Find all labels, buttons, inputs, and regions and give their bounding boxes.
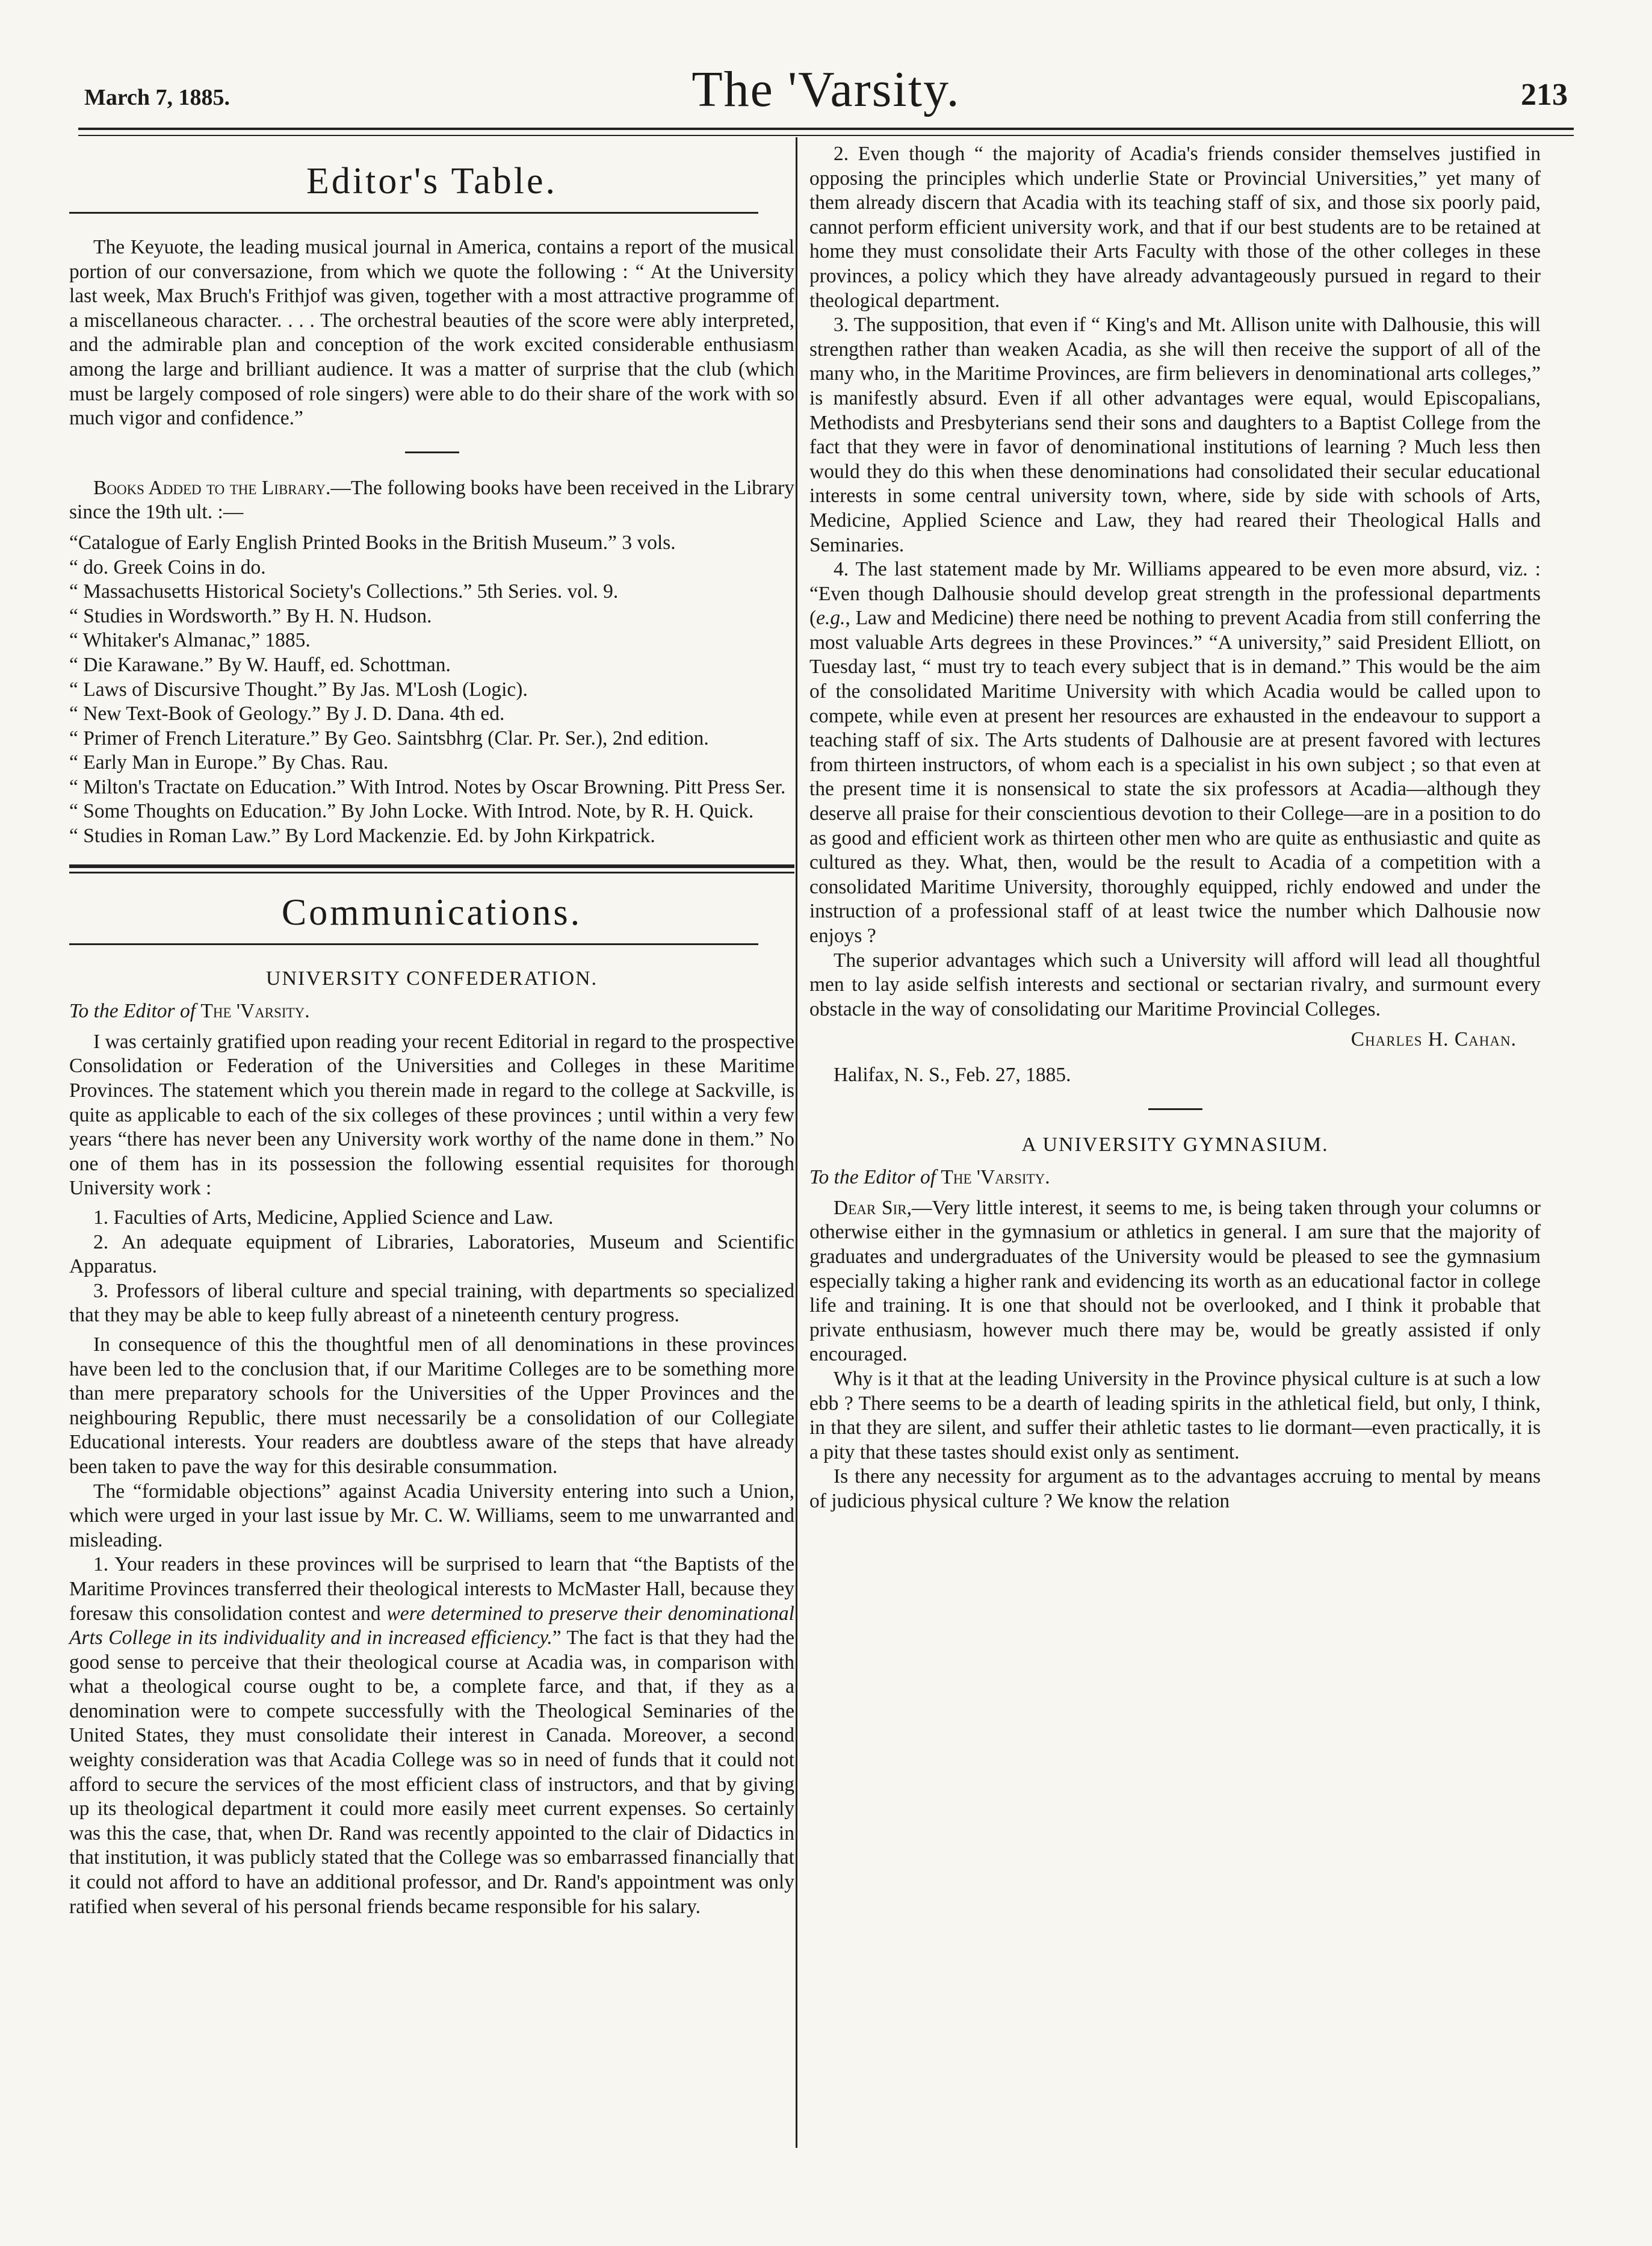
to-editor-text: To the Editor of: [809, 1166, 936, 1189]
books-intro: [69, 476, 794, 525]
place-date: Halifax, N. S., Feb. 27, 1885.: [834, 1063, 1071, 1086]
books-intro-text: —The following books have been received in the Library since the 19th ult. :—: [69, 476, 794, 524]
article-paragraph: 3. The supposition, that even if “ King's and Mt. Allison unite with Dalhousie, this will strengthen rather than weaken Acadia, as she will then receive the support of all of the many who, in the Maritime Provinces, are firm believers in denominational arts colleges,” is manifestly absurd. Even if all other advantages were equal, would Episcopalians, Methodists and Presbyterians send their sons and daughters to a Baptist College from the fact that they were in favor of denominational institutions of learning ? Much less then would they do this when these denominations had consolidated their secular educational interests in some central university town, where, side by side with schools of Arts, Medicine, Applied Science and Law, they had reared their Theological Halls and Seminaries.: [809, 314, 1541, 556]
book-item: “ Massachusetts Historical Society's Collections.” 5th Series. vol. 9.: [69, 580, 619, 603]
article-paragraph: Why is it that at the leading University in the Province physical culture is at such a low ebb ? There seems to be a dearth of leading spirits in the athletical field, but only, I think, in that they are silent, and suffer their athletic tastes to lie dormant—even practically, it is a pity that these tastes should exist only as sentiment.: [809, 1367, 1541, 1463]
book-item: “ Studies in Wordsworth.” By H. N. Hudson.: [69, 604, 432, 627]
author-signature: Charles H. Cahan.: [1350, 1028, 1517, 1051]
book-item: “ Studies in Roman Law.” By Lord Mackenzie. Ed. by John Kirkpatrick.: [69, 825, 655, 848]
book-item: “ Primer of French Literature.” By Geo. Saintsbhrg (Clar. Pr. Ser.), 2nd edition.: [69, 727, 709, 749]
article-paragraph: The superior advantages which such a University will afford will lead all thoughtful men to lay aside selfish interests and sectional or sectarian rivalry, and surmount every obstacle in the way of consolidating our Maritime Provincial Colleges.: [809, 949, 1541, 1020]
keynote-paragraph: The Keyuote, the leading musical journal in America, contains a report of the musical portion of our conversazione, from which we quote the following : “ At the University last week, Max Bruch's Frithjof was given, together with a most attractive programme of a miscellaneous character. . . . The orchestral beauties of the score were ably interpreted, and the admirable plan and conception of the work excited considerable enthusiasm among the large and brilliant audience. It was a matter of surprise that the club (which must be largely composed of role singers) were able to do their share of the work with so much vigor and confidence.”: [69, 236, 794, 430]
text-run: ” The fact is that they had the good sense to perceive that their theological course at Acadia was, in comparison with what a theological course ought to be, a complete farce, and that, if they as a denomination were to compete successfully with the Theological Seminaries of the United States, they must consolidate their interest in Canada. Moreover, a second weighty consideration was that Acadia College was so in need of funds that it could not afford to secure the services of the most efficient class of instructors, and that by giving up its theological department it could more easily meet current expenses. So certainly was this the case, that, when Dr. Rand was recently appointed to the clair of Didactics in that institution, it was publicly stated that the College was so embarrassed financially that it could not afford to have an additional professor, and Dr. Rand's appointment was only ratified when several of his personal friends became responsible for his salary.: [69, 1627, 794, 1918]
article-paragraph: 2. Even though “ the majority of Acadia's friends consider themselves justified in opposing the principles which underlie State or Provincial Universities,” yet many of them already discern that Acadia with its teaching staff of six, and those six poorly paid, cannot perform efficient university work, and that if our best students are to be retained at home they must consolidate their Arts Faculty with those of the other colleges in these provinces, a policy which they have already advantageously pursued in regard to their theological department.: [809, 143, 1541, 312]
requisite-item: 2. An adequate equipment of Libraries, Laboratories, Museum and Scientific Apparatus.: [69, 1230, 794, 1278]
to-editor-line: [69, 999, 794, 1024]
requisites-list: [69, 1206, 794, 1328]
book-item: “ Laws of Discursive Thought.” By Jas. M'Losh (Logic).: [69, 678, 528, 701]
newspaper-title: The 'Varsity.: [691, 61, 961, 117]
book-item: “Catalogue of Early English Printed Books in the British Museum.” 3 vols.: [69, 531, 676, 554]
issue-date: March 7, 1885.: [84, 85, 230, 110]
editors-table-heading: Editor's Table.: [306, 161, 557, 202]
article-paragraph: Is there any necessity for argument as to the advantages accruing to mental by means of judicious physical culture ? We know the relation: [809, 1465, 1541, 1512]
heading-rule: [69, 943, 758, 945]
book-item: “ Die Karawane.” By W. Hauff, ed. Schottman.: [69, 653, 451, 676]
text-run: 1. Your readers in these provinces will be surprised to learn that “the Baptists of the Maritime Provinces transferred their theological interests to McMaster Hall, because they foresaw this consolidation contest and: [69, 1553, 794, 1625]
article-paragraph: [809, 557, 1541, 949]
article-title-gymnasium: A UNIVERSITY GYMNASIUM.: [1021, 1133, 1329, 1156]
section-double-rule: [69, 864, 794, 873]
article-paragraph: In consequence of this the thoughtful men of all denominations in these provinces have been led to the conclusion that, if our Maritime Colleges are to be something more than mere preparatory schools for the Universities of the Upper Provinces and the neighbouring Republic, there must necessarily be a consolidation of our Collegiate Educational interests. Your readers are doubtless aware of the steps that have already been taken to pave the way for this desirable consummation.: [69, 1333, 794, 1478]
heading-rule: [69, 212, 758, 214]
text-run: , Law and Medicine) there need be nothing to prevent Acadia from still conferring the most valuable Arts degrees in these Provinces.” “A university,” said President Elliott, on Tuesday last, “ must try to teach every subject that is in demand.” This would be the aim of the consolidated Maritime University with which Acadia would be called upon to compete, while even at present her resources are exhausted in the endeavour to support a teaching staff of six. The Arts students of Dalhousie are at present favored with lectures from thirteen instructors, of whom each is a specialist in his own subject ; so that even at the present time it is nonsensical to state the six professors at Acadia—although they deserve all praise for their conscientious devotion to their College—are in a position to do as good and efficient work as thirteen other men who are quite as enthusiastic and quite as cultured as they. What, then, would be the result to Acadia of a competition with a consolidated Maritime University, thoroughly equipped, richly endowed and under the instruction of a professional staff of at least twice the number which Dalhousie now enjoys ?: [809, 607, 1541, 947]
requisite-item: 3. Professors of liberal culture and special training, with departments so specialized that they may be able to keep fully abreast of a nineteenth century progress.: [69, 1279, 794, 1327]
article-paragraph-continued: [69, 1553, 794, 1919]
masthead-rule: [78, 128, 1574, 130]
book-list: [69, 531, 794, 849]
salutation: Dear Sir,: [834, 1196, 912, 1219]
column-divider: [796, 137, 797, 2148]
italic-run: were determined to preserve their denominational Arts College in its individuality and in increased efficiency.: [69, 1602, 794, 1649]
to-editor-paper: The 'Varsity.: [200, 1000, 310, 1023]
to-editor-text: To the Editor of: [69, 1000, 196, 1023]
article-paragraph: [809, 1196, 1541, 1367]
short-separator: [405, 451, 459, 453]
article-title-confederation: UNIVERSITY CONFEDERATION.: [265, 967, 598, 990]
to-editor-paper: The 'Varsity.: [941, 1166, 1050, 1189]
books-intro-lead: Books Added to the Library.: [93, 476, 331, 499]
book-item: “ Whitaker's Almanac,” 1885.: [69, 629, 311, 652]
requisite-item: 1. Faculties of Arts, Medicine, Applied Science and Law.: [93, 1206, 554, 1229]
book-item: “ New Text-Book of Geology.” By J. D. Dana. 4th ed.: [69, 703, 505, 725]
masthead: [78, 60, 1574, 132]
book-item: “ Some Thoughts on Education.” By John Locke. With Introd. Note, by R. H. Quick.: [69, 800, 754, 823]
text-run: —Very little interest, it seems to me, is being taken through your columns or otherwise either in the gymnasium or athletics in general. I am sure that the majority of graduates and undergraduates of the University would be pleased to see the gymnasium especially taking a higher rank and evidencing its worth as an educational factor in college life and training. It is one that should not be overlooked, and I think it probable that private enthusiasm, however much there may be, would be greatly assisted if only encouraged.: [809, 1196, 1541, 1366]
book-item: “ do. Greek Coins in do.: [69, 556, 266, 579]
to-editor-line: [809, 1165, 1541, 1190]
right-column: [809, 142, 1541, 1513]
short-separator: [1148, 1108, 1202, 1110]
book-item: “ Milton's Tractate on Education.” With Introd. Notes by Oscar Browning. Pitt Press Ser.: [69, 775, 786, 798]
left-column: [69, 142, 794, 1919]
text-run: 4. The last statement made by Mr. Williams appeared to be even more absurd, viz. : “Even though Dalhousie should develop great strength in the professional departments (: [809, 558, 1541, 630]
book-item: “ Early Man in Europe.” By Chas. Rau.: [69, 751, 389, 774]
article-paragraph: The “formidable objections” against Acadia University entering into such a Union, which were urged in your last issue by Mr. C. W. Williams, seem to me unwarranted and misleading.: [69, 1480, 794, 1551]
page-number: 213: [1521, 78, 1568, 112]
masthead-rule-thin: [78, 135, 1574, 136]
communications-heading: Communications.: [281, 892, 583, 933]
italic-run: e.g.: [816, 607, 846, 630]
article-paragraph: I was certainly gratified upon reading your recent Editorial in regard to the prospective Consolidation or Federation of the Universities and Colleges in these Maritime Provinces. The statement which you therein made in regard to the college at Sackville, is quite as applicable to each of the six colleges of these provinces ; until within a very few years “there has never been any University work worthy of the name done in them.” No one of them has in its possession the following essential requisites for thorough University work :: [69, 1030, 794, 1200]
